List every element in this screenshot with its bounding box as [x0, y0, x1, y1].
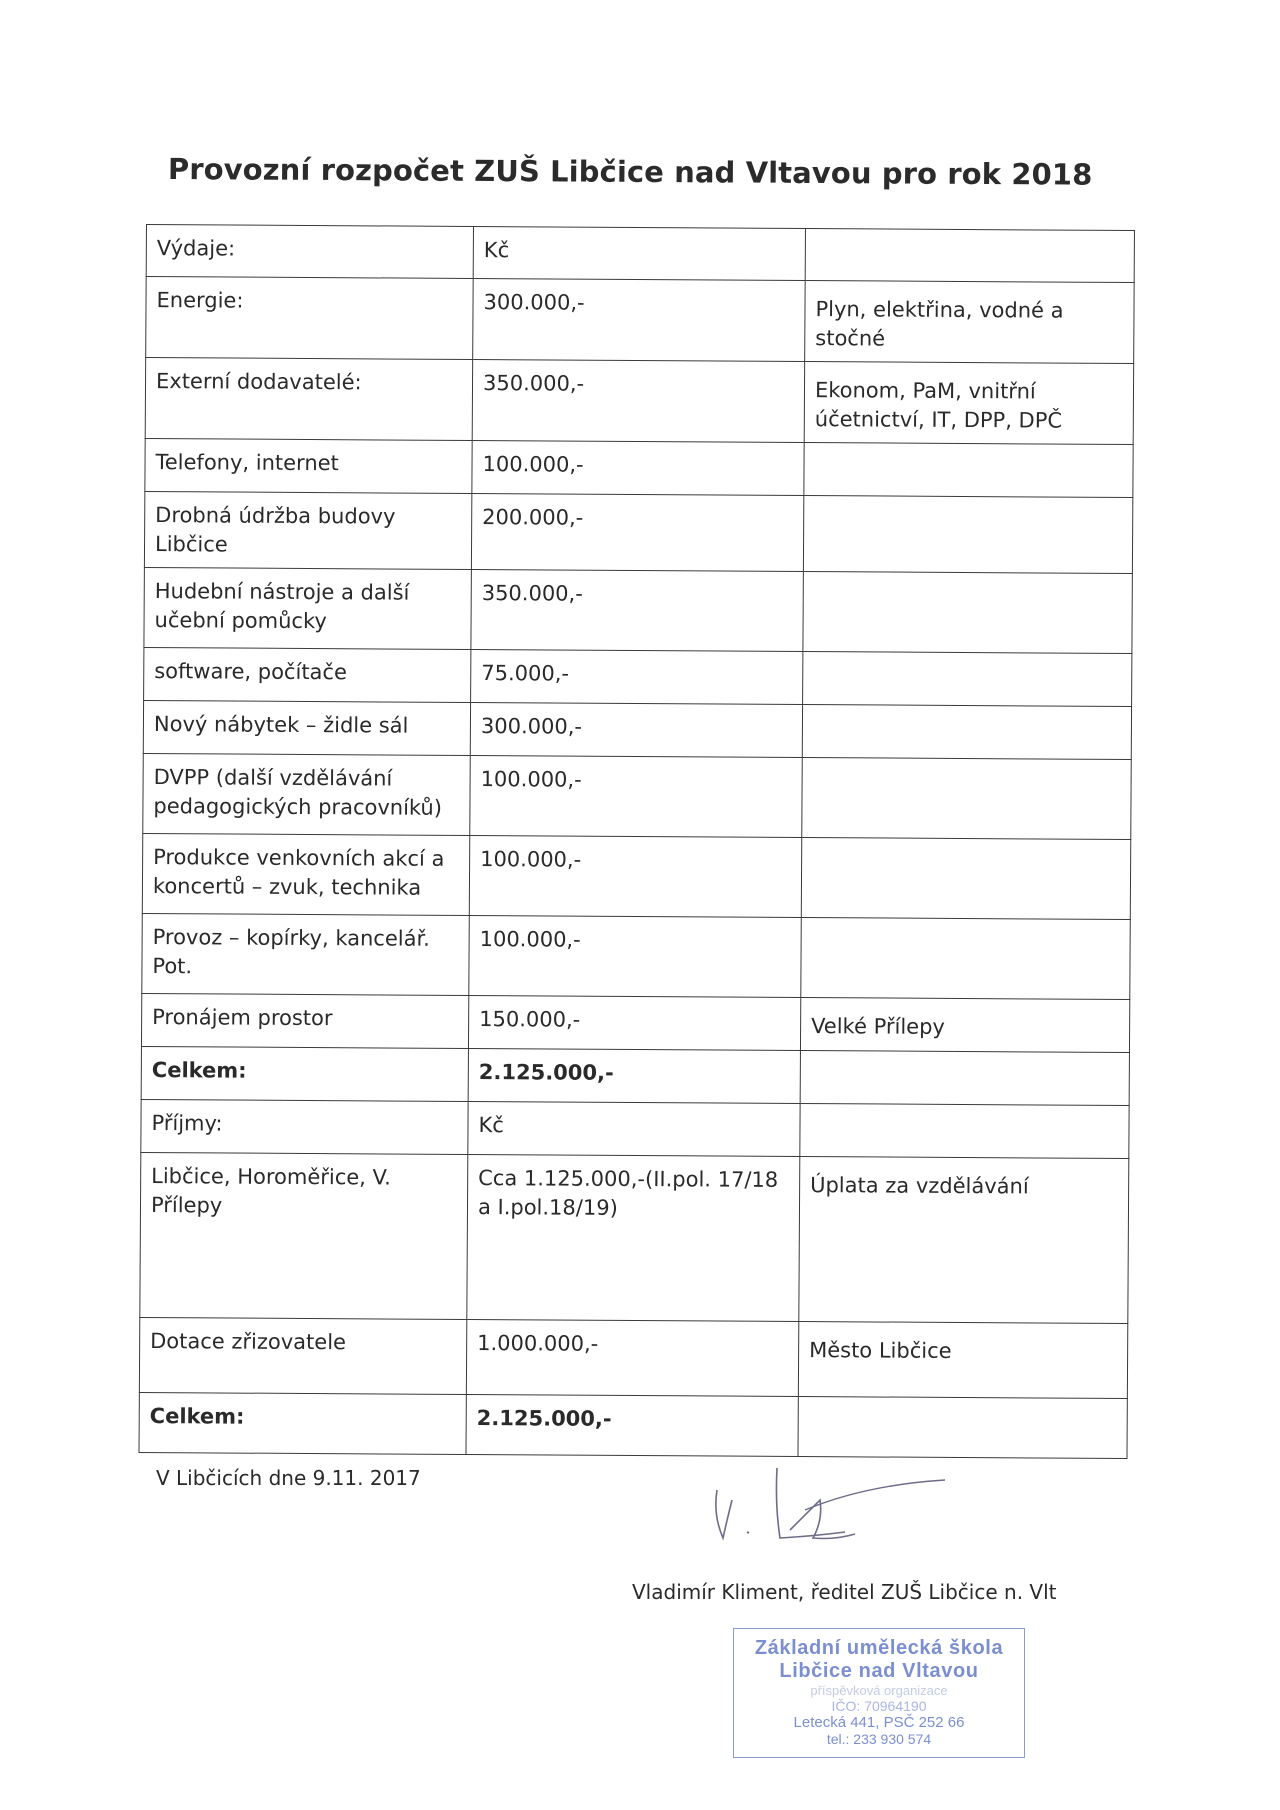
row-amount-cell: 2.125.000,-	[466, 1394, 798, 1456]
row-amount-cell: 150.000,-	[468, 995, 800, 1050]
row-note-cell	[802, 705, 1131, 760]
row-amount-cell: 300.000,-	[470, 702, 802, 757]
row-item-cell: Nový nábytek – židle sál	[143, 700, 470, 755]
row-item-cell: Celkem:	[139, 1392, 466, 1454]
table-row	[144, 567, 1132, 653]
row-item-cell: Drobná údržba budovy Libčice	[144, 491, 471, 569]
row-item-cell: Celkem:	[141, 1046, 468, 1101]
table-row	[144, 647, 1132, 706]
row-amount-cell: 300.000,-	[473, 278, 805, 361]
row-note-cell: Ekonom, PaM, vnitřní účetnictví, IT, DPP, DPČ	[804, 362, 1133, 445]
row-amount-cell: 100.000,-	[469, 835, 801, 917]
row-amount-cell: Kč	[473, 227, 805, 281]
row-note-cell	[801, 918, 1130, 1000]
stamp-ico: IČO: 70964190	[831, 1698, 927, 1714]
row-item-cell: Libčice, Horoměřice, V. Přílepy	[140, 1152, 468, 1319]
row-note-cell: Úplata za vzdělávání	[799, 1157, 1129, 1324]
table-row	[145, 358, 1133, 445]
row-amount-cell: 1.000.000,-	[466, 1319, 798, 1396]
table-row	[140, 1152, 1129, 1323]
row-note-cell: Plyn, elektřina, vodné a stočné	[805, 281, 1134, 364]
row-amount-cell: Cca 1.125.000,-(II.pol. 17/18 a I.pol.18/19)	[467, 1154, 800, 1321]
row-item-cell: Externí dodavatelé:	[145, 358, 472, 441]
table-row	[146, 277, 1134, 364]
table-row	[142, 833, 1130, 919]
row-amount-cell: 350.000,-	[471, 569, 803, 651]
row-item-cell: Produkce venkovních akcí a koncertů – zvuk, technika	[142, 833, 469, 915]
table-row	[145, 438, 1133, 497]
row-note-cell	[805, 229, 1134, 283]
document-title: Provozní rozpočet ZUŠ Libčice nad Vltavou pro rok 2018	[167, 152, 1093, 192]
stamp-school-place: Libčice nad Vltavou	[779, 1660, 979, 1682]
row-amount-cell: Kč	[468, 1101, 800, 1156]
stamp-org-type: příspěvková organizace	[810, 1683, 948, 1698]
row-amount-cell: 350.000,-	[472, 359, 804, 442]
table-row	[143, 753, 1131, 839]
budget-table-body	[139, 225, 1134, 1459]
row-item-cell: Výdaje:	[146, 225, 473, 279]
row-note-cell	[804, 443, 1133, 498]
row-amount-cell: 100.000,-	[472, 440, 804, 495]
row-amount-cell: 100.000,-	[470, 755, 802, 837]
table-row	[139, 1392, 1127, 1458]
row-item-cell: software, počítače	[144, 647, 471, 702]
stamp-school-name: Základní umělecká škola	[754, 1637, 1004, 1659]
table-row	[143, 700, 1131, 759]
stamp-phone: tel.: 233 930 574	[826, 1731, 932, 1747]
budget-table	[138, 224, 1134, 1459]
row-amount-cell: 2.125.000,-	[468, 1048, 800, 1103]
place-and-date: V Libčicích dne 9.11. 2017	[156, 1466, 421, 1490]
table-row	[139, 1317, 1127, 1398]
row-item-cell: Telefony, internet	[145, 438, 472, 493]
row-item-cell: Energie:	[146, 277, 473, 360]
row-note-cell: Velké Přílepy	[800, 998, 1129, 1053]
row-note-cell: Město Libčice	[798, 1322, 1127, 1399]
school-stamp	[733, 1628, 1025, 1758]
table-row	[142, 913, 1130, 999]
row-amount-cell: 100.000,-	[469, 915, 801, 997]
table-row	[141, 993, 1129, 1052]
table-row	[141, 1046, 1129, 1105]
row-note-cell	[798, 1397, 1127, 1459]
row-amount-cell: 200.000,-	[471, 493, 803, 571]
table-row	[141, 1099, 1129, 1158]
row-note-cell	[803, 496, 1132, 574]
row-item-cell: Pronájem prostor	[141, 993, 468, 1048]
signatory-name: Vladimír Kliment, ředitel ZUŠ Libčice n. Vlt	[632, 1580, 1057, 1604]
handwritten-signature	[705, 1460, 955, 1550]
row-note-cell	[801, 838, 1130, 920]
row-note-cell	[802, 758, 1131, 840]
row-item-cell: Příjmy:	[141, 1099, 468, 1154]
row-item-cell: Provoz – kopírky, kancelář. Pot.	[142, 913, 469, 995]
row-item-cell: Hudební nástroje a další učební pomůcky	[144, 567, 471, 649]
row-item-cell: DVPP (další vzdělávání pedagogických pracovníků)	[143, 753, 470, 835]
table-row	[146, 225, 1134, 283]
row-amount-cell: 75.000,-	[471, 649, 803, 704]
row-note-cell	[800, 1051, 1129, 1106]
row-note-cell	[803, 652, 1132, 707]
stamp-address: Letecká 441, PSČ 252 66	[793, 1714, 965, 1731]
row-item-cell: Dotace zřizovatele	[139, 1317, 466, 1394]
row-note-cell	[800, 1104, 1129, 1159]
row-note-cell	[803, 572, 1132, 654]
table-row	[144, 491, 1132, 573]
